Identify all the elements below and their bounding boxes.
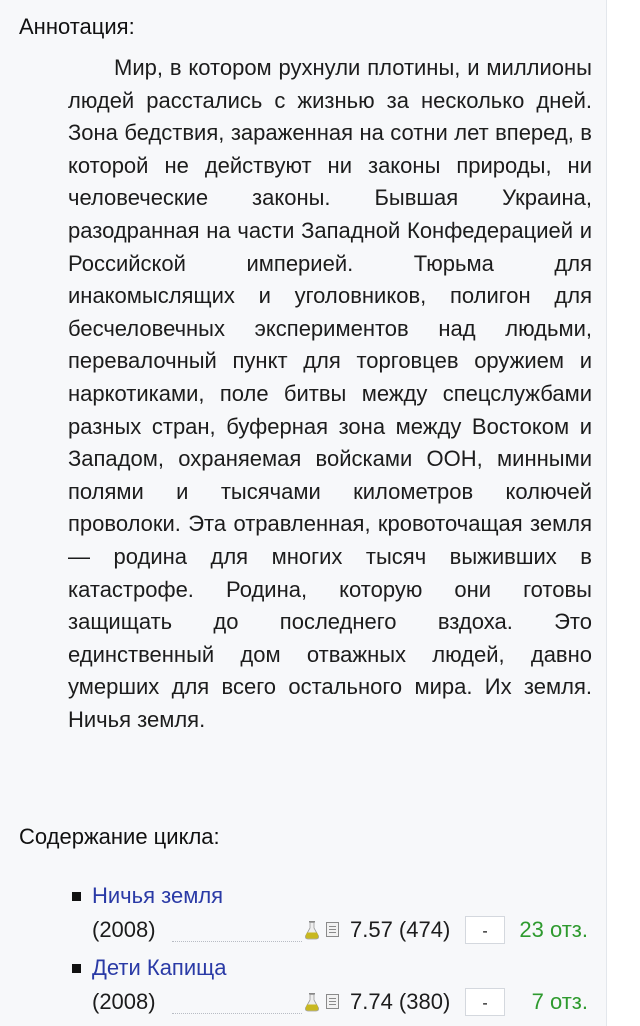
flask-icon[interactable] <box>304 920 320 940</box>
work-year: (2008) <box>92 989 156 1014</box>
reviews-count-link[interactable]: 7 отз. <box>531 989 588 1014</box>
list-item <box>72 952 602 1024</box>
cycle-works-list <box>72 880 602 1024</box>
annotation-text: Мир, в котором рухнули плотины, и миллионы людей расстались с жизнью за несколько дней. Зона бедствия, зараженная на сотни лет вперед, в которой не действуют ни законы природы, ни человеческие законы. Бывшая Украина, разодранная на части Западной Конфедерацией и Российской империей. Тюрьма для инакомыслящих и уголовников, полигон для бесчеловечных экспериментов над людьми, перевалочный пункт для торговцев оружием и наркотиками, поле битвы между спецслужбами разных стран, буферная зона между Востоком и Западом, охраняемая войсками ООН, минными полями и тысячами километров колючей проволоки. Эта отравленная, кровоточащая земля — родина для многих тысяч выживших в катастрофе. Родина, которую они готовы защищать до последнего вздоха. Это единственный дом отважных людей, давно умерших для всего остального мира. Их земля. Ничья земля. <box>68 55 592 732</box>
work-title-link[interactable]: Дети Капища <box>92 955 227 980</box>
vote-select[interactable]: - <box>465 916 505 944</box>
cycle-contents-heading: Содержание цикла: <box>19 824 220 849</box>
document-icon[interactable] <box>326 994 339 1009</box>
work-year: (2008) <box>92 917 156 942</box>
vote-select[interactable]: - <box>465 988 505 1016</box>
dotted-leader <box>172 1013 302 1014</box>
annotation-heading: Аннотация: <box>19 14 135 39</box>
annotation-text-block <box>68 52 592 736</box>
bullet-icon <box>72 892 81 901</box>
flask-icon[interactable] <box>304 992 320 1012</box>
document-icon[interactable] <box>326 922 339 937</box>
work-rating: 7.57 (474) <box>350 917 451 942</box>
work-rating: 7.74 (380) <box>350 989 451 1014</box>
work-title-link[interactable]: Ничья земля <box>92 883 224 908</box>
bullet-icon <box>72 964 81 973</box>
list-item <box>72 880 602 952</box>
dotted-leader <box>172 941 302 942</box>
reviews-count-link[interactable]: 23 отз. <box>519 917 588 942</box>
